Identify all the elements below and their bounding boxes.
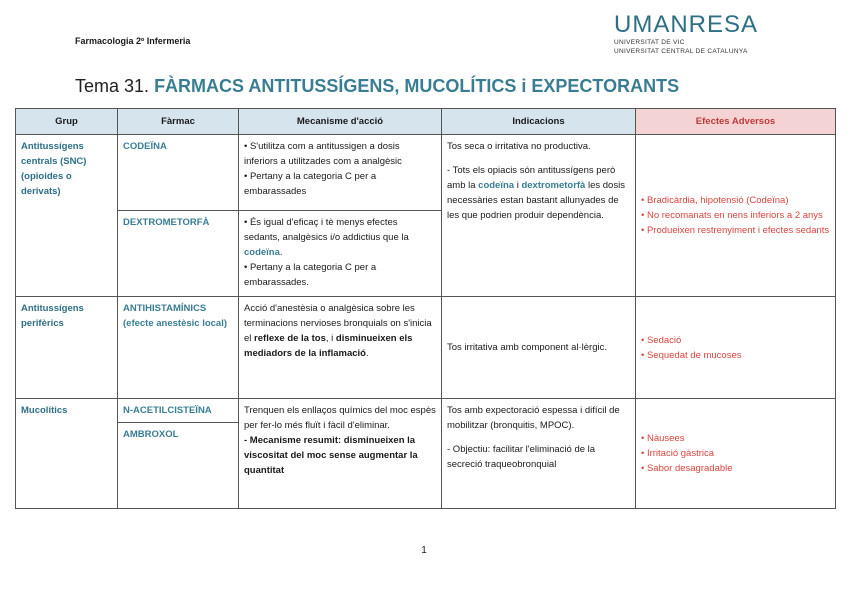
highlight-codeine: codeïna <box>478 180 515 191</box>
logo-sub-line-2: UNIVERSITAT CENTRAL DE CATALUNYA <box>614 48 748 55</box>
drug-cell: ANTIHISTAMÍNICS (efecte anestèsic local) <box>118 297 239 399</box>
page-title <box>75 76 679 97</box>
header-indications: Indicacions <box>442 109 636 135</box>
mechanism-cell <box>239 135 442 211</box>
table-row <box>16 399 836 423</box>
university-logo <box>614 12 774 56</box>
drug-cell: CODEÏNA <box>118 135 239 211</box>
group-cell: Antitussígens centrals (SNC) (opioides o derivats) <box>16 135 118 297</box>
indications-cell: Tos irritativa amb component al·lèrgic. <box>442 297 636 399</box>
drug-cell: AMBROXOL <box>118 423 239 509</box>
mechanism-cell <box>239 297 442 399</box>
indications-text-part: i <box>516 180 519 191</box>
course-label: Farmacologia 2º Infermeria <box>75 36 191 46</box>
indications-text-part: les dosis necessàries estan bastant allunyades de les que podrien produir dependència. <box>447 180 625 221</box>
bold-cough-reflex: reflexe de la tos <box>254 333 326 344</box>
indications-cell <box>442 135 636 297</box>
mechanism-text: Trenquen els enllaços químics del moc espès per fer-lo més fluït i fàcil d'eliminar. <box>244 405 436 431</box>
title-main: FÀRMACS ANTITUSSÍGENS, MUCOLÍTICS i EXPECTORANTS <box>154 76 680 96</box>
table-header-row <box>16 109 836 135</box>
indications-cell <box>442 399 636 509</box>
mechanism-text <box>244 301 436 361</box>
indications-text <box>447 163 630 223</box>
mechanism-text-part: . <box>279 247 283 258</box>
page-number: 1 <box>421 545 427 556</box>
logo-main-text: UMANRESA <box>614 11 759 38</box>
mechanism-text <box>244 215 436 260</box>
adverse-effect-item: • Irritació gàstrica <box>641 448 715 459</box>
bold-inflammation-mediators: disminueixen els mediadors de la inflamació <box>244 333 413 359</box>
adverse-effect-item: • Bradicàrdia, hipotensió (Codeïna) <box>641 195 789 206</box>
mechanism-text: • Pertany a la categoria C per a embarassades. <box>244 262 377 288</box>
indications-text: Tos seca o irritativa no productiva. <box>447 141 591 152</box>
highlight-dextromethorphan: dextrometorfà <box>521 180 586 191</box>
mechanism-cell <box>239 399 442 509</box>
adverse-effect-item: • No recomanats en nens inferiors a 2 anys <box>641 210 823 221</box>
adverse-effects-cell <box>636 135 836 297</box>
mechanism-text-part: Acció d'anestèsia o analgèsica sobre les terminacions nervioses bronquials on s'inicia el <box>244 303 432 344</box>
title-prefix: Tema 31. <box>75 76 150 96</box>
adverse-effect-item: • Nàusees <box>641 433 685 444</box>
indications-text: - Objectiu: facilitar l'eliminació de la secreció traqueobronquial <box>447 444 596 470</box>
indications-text-part: - Tots els opiacis són antitussígens però amb la <box>447 165 616 191</box>
table-row <box>16 135 836 211</box>
drug-table <box>15 108 836 509</box>
table-row <box>16 297 836 399</box>
mechanism-text-part: , i <box>325 333 334 344</box>
mechanism-text: • Pertany a la categoria C per a embarassades <box>244 171 377 197</box>
group-cell: Mucolítics <box>16 399 118 509</box>
adverse-effect-item: • Sabor desagradable <box>641 463 733 474</box>
adverse-effect-item: • Sedació <box>641 334 682 346</box>
mechanism-text-part: . <box>365 348 369 359</box>
mechanism-text: • S'utilitza com a antitussigen a dosis inferiors a utilitzades com a analgèsic <box>244 141 402 167</box>
logo-sub-line-1: UNIVERSITAT DE VIC <box>614 39 685 46</box>
header-drug: Fàrmac <box>118 109 239 135</box>
adverse-effect-item: • Produeixen restrenyiment i efectes sedants <box>641 225 830 236</box>
mechanism-summary: - Mecanisme resumit: disminueixen la viscositat del moc sense augmentar la quantitat <box>244 435 418 476</box>
indications-text: Tos amb expectoració espessa i difícil de mobilitzar (bronquitis, MPOC). <box>447 405 620 431</box>
header-mechanism: Mecanisme d'acció <box>239 109 442 135</box>
adverse-effects-cell <box>636 399 836 509</box>
highlight-codeine: codeïna <box>244 247 280 258</box>
adverse-effects-cell <box>636 297 836 399</box>
drug-cell: N-ACETILCISTEÏNA <box>118 399 239 423</box>
adverse-effect-item: • Sequedat de mucoses <box>641 349 742 361</box>
mechanism-cell <box>239 211 442 297</box>
mechanism-text-part: • És igual d'eficaç i tè menys efectes sedants, analgèsics i/o addictius que la <box>244 217 409 243</box>
group-cell: Antitussígens perifèrics <box>16 297 118 399</box>
drug-cell: DEXTROMETORFÀ <box>118 211 239 297</box>
header-group: Grup <box>16 109 118 135</box>
header-adverse-effects: Efectes Adversos <box>636 109 836 135</box>
